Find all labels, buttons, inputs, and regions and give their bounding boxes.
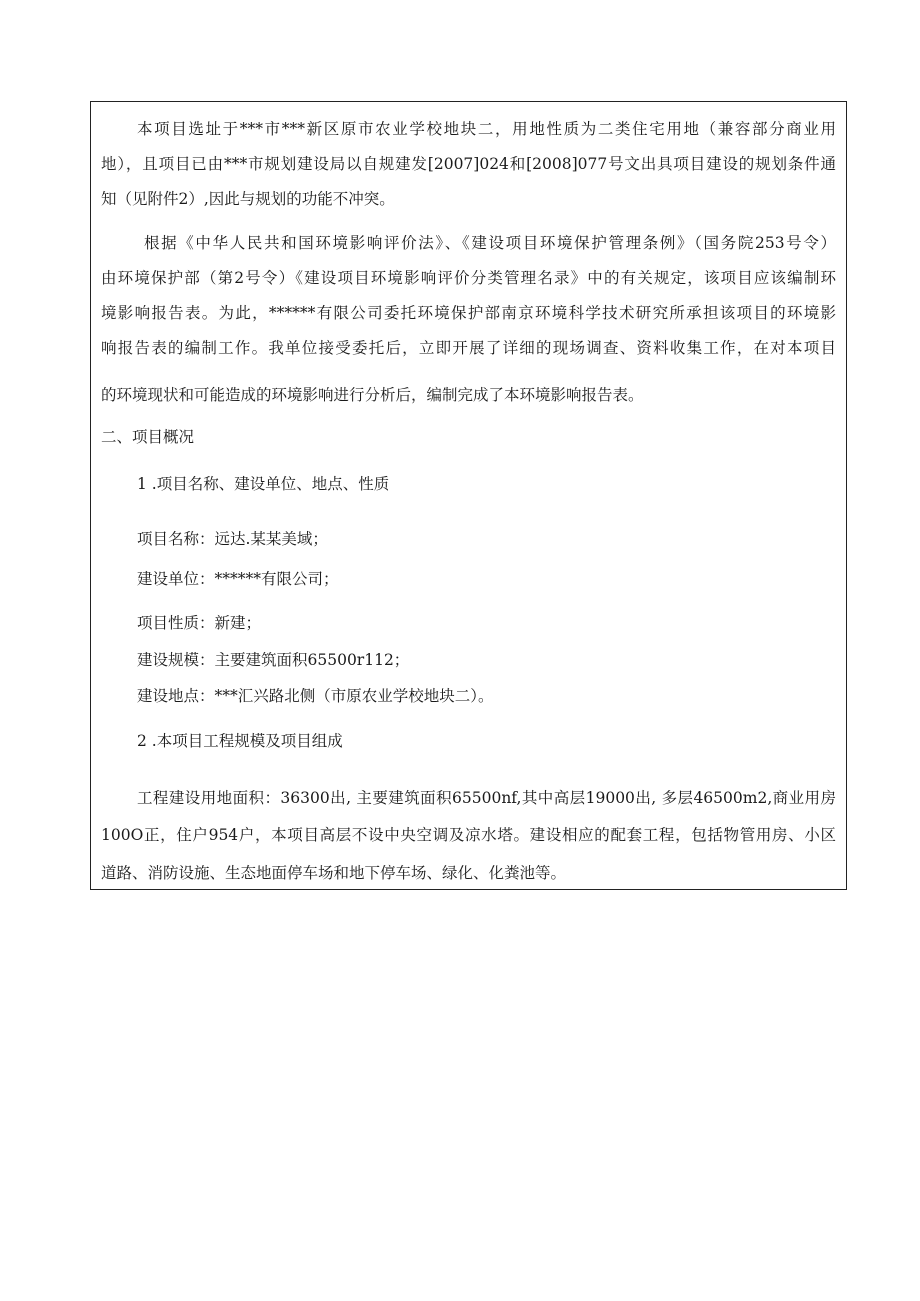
building-location: 建设地点：***汇兴路北侧（市原农业学校地块二）。 <box>137 687 494 705</box>
project-name: 项目名称：远达.某某美域； <box>137 530 328 548</box>
para3-line2: 100O正，住户954户，本项目高层不设中央空调及凉水塔。建设相应的配套工程，包括物管用房、小区 <box>101 826 836 844</box>
document-table-cell <box>90 101 847 890</box>
para2-line2: 由环境保护部（第2号令）《建设项目环境影响评价分类管理名录》中的有关规定，该项目应该编制环 <box>101 269 836 287</box>
para1-line3: 知（见附件2）,因此与规划的功能不冲突。 <box>101 190 395 208</box>
para2-line3: 境影响报告表。为此，******有限公司委托环境保护部南京环境科学技术研究所承担该项目的环境影 <box>101 304 836 322</box>
para3-line3: 道路、消防设施、生态地面停车场和地下停车场、绿化、化粪池等。 <box>101 864 567 882</box>
sub2-heading: 2 .本项目工程规模及项目组成 <box>137 732 343 750</box>
para3-line1: 工程建设用地面积：36300出, 主要建筑面积65500nf,其中高层19000出, 多层46500m2,商业用房 <box>137 789 836 807</box>
para1-line2: 地），且项目已由***市规划建设局以自规建发[2007]024和[2008]077号文出具项目建设的规划条件通 <box>101 155 836 173</box>
para2-line4: 响报告表的编制工作。我单位接受委托后，立即开展了详细的现场调查、资料收集工作，在对本项目 <box>101 339 836 357</box>
section2-heading: 二、项目概况 <box>101 428 195 446</box>
para1-line1: 本项目选址于***市***新区原市农业学校地块二，用地性质为二类住宅用地（兼容部分商业用 <box>137 120 836 138</box>
building-scale: 建设规模：主要建筑面积65500r112； <box>137 651 410 669</box>
project-nature: 项目性质：新建； <box>137 614 262 632</box>
para2-line5: 的环境现状和可能造成的环境影响进行分析后，编制完成了本环境影响报告表。 <box>101 386 644 404</box>
builder: 建设单位：******有限公司； <box>137 570 339 588</box>
para2-line1: 根据《中华人民共和国环境影响评价法》、《建设项目环境保护管理条例》（国务院253号令） <box>144 234 836 252</box>
sub1-heading: 1 .项目名称、建设单位、地点、性质 <box>137 475 390 493</box>
